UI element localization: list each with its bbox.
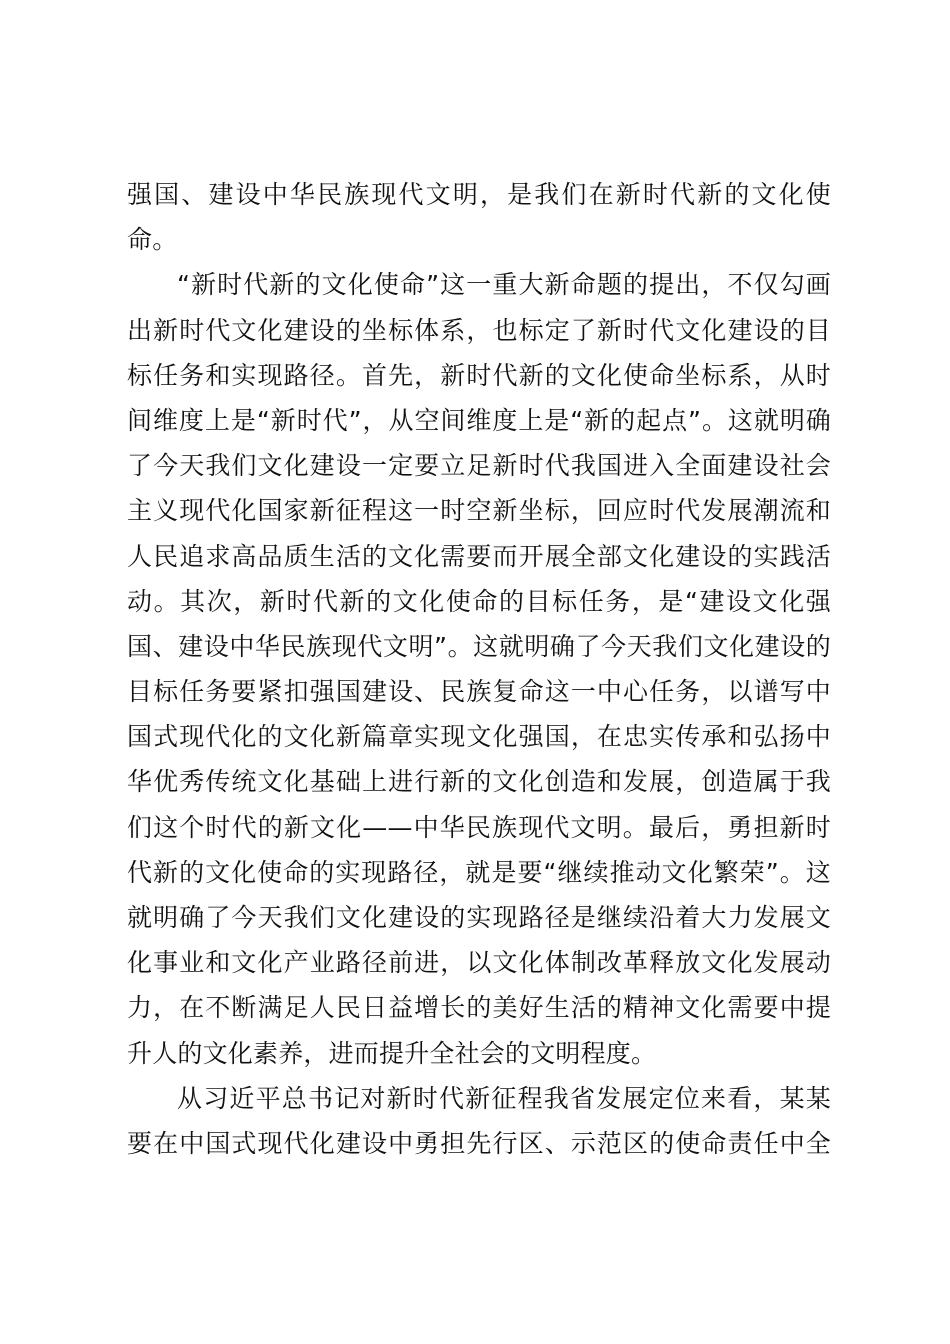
text-line: 命。 [127,225,178,255]
text-line: 国式现代化的文化新篇章实现文化强国，在忠实传承和弘扬中 [127,722,831,752]
text-line: 要在中国式现代化建设中勇担先行区、示范区的使命责任中全 [127,1128,831,1158]
text-line: 国、建设中华民族现代文明”。这就明确了今天我们文化建设的 [127,631,831,661]
text-line: 主义现代化国家新征程这一时空新坐标，回应时代发展潮流和 [127,496,831,526]
text-line: 从习近平总书记对新时代新征程我省发展定位来看，某某 [177,1083,831,1113]
body-text [127,172,831,1166]
text-line: 力，在不断满足人民日益增长的美好生活的精神文化需要中提 [127,993,831,1023]
text-line: 出新时代文化建设的坐标体系，也标定了新时代文化建设的目 [127,315,831,345]
text-line: 间维度上是“新时代”，从空间维度上是“新的起点”。这就明确 [127,405,831,435]
text-line: 升人的文化素养，进而提升全社会的文明程度。 [127,1038,657,1068]
text-line: 强国、建设中华民族现代文明，是我们在新时代新的文化使 [127,180,831,209]
text-line: 们这个时代的新文化——中华民族现代文明。最后，勇担新时 [127,812,831,842]
text-line: 代新的文化使命的实现路径，就是要“继续推动文化繁荣”。这 [127,857,831,887]
text-line: 华优秀传统文化基础上进行新的文化创造和发展，创造属于我 [127,767,831,797]
text-line: 人民追求高品质生活的文化需要而开展全部文化建设的实践活 [127,541,831,571]
text-line: 标任务和实现路径。首先，新时代新的文化使命坐标系，从时 [127,360,831,390]
text-line: 动。其次，新时代新的文化使命的目标任务，是“建设文化强 [127,586,831,616]
text-line: 化事业和文化产业路径前进，以文化体制改革释放文化发展动 [127,948,831,978]
text-line: 了今天我们文化建设一定要立足新时代我国进入全面建设社会 [127,451,831,481]
text-line: “新时代新的文化使命”这一重大新命题的提出，不仅勾画 [177,270,831,300]
text-line: 就明确了今天我们文化建设的实现路径是继续沿着大力发展文 [127,903,831,932]
text-line: 目标任务要紧扣强国建设、民族复命这一中心任务，以谱写中 [127,677,831,707]
